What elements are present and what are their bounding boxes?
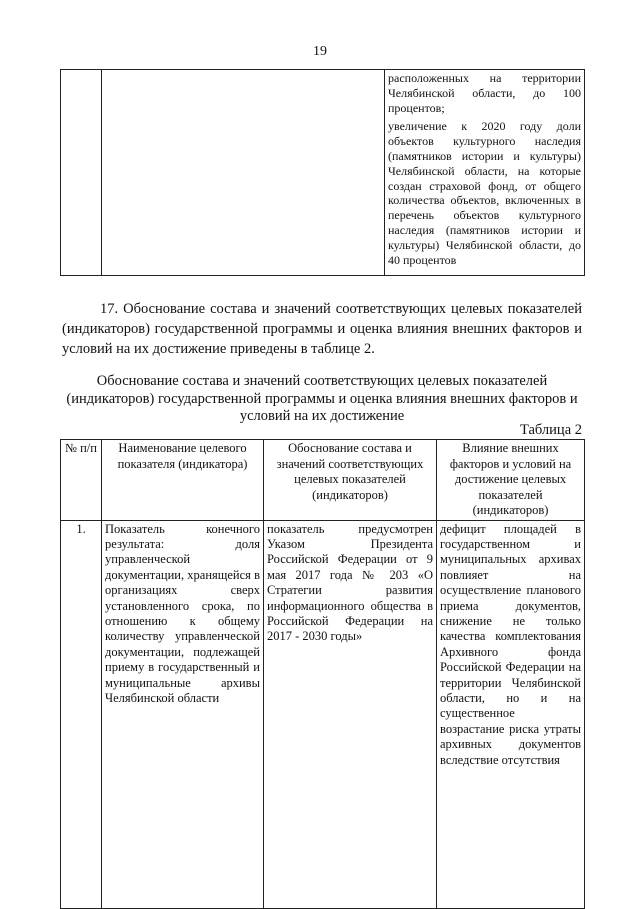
indicators-table [60, 439, 585, 909]
continued-table-empty-cell [61, 70, 102, 276]
header-number: № п/п [61, 440, 102, 521]
row-indicator-name: Показатель конечного результата: доля управленческой документации, хранящейся в организациях сверх установленного срока, по отношению к общему количеству управленческой документации, подлежащей приему в государственный и муниципальные архивы Челябинской области [102, 520, 264, 908]
continued-table-empty-cell [102, 70, 385, 276]
row-number: 1. [61, 520, 102, 908]
table-title: Обоснование состава и значений соответствующих целевых показателей (индикаторов) государственной программы и оценка влияния внешних факторов и условий на их достижение [66, 373, 578, 424]
header-external-influence: Влияние внешних факторов и условий на достижение целевых показателей (индикаторов) [437, 440, 585, 521]
header-justification: Обоснование состава и значений соответствующих целевых показателей (индикаторов) [264, 440, 437, 521]
table-label: Таблица 2 [519, 422, 582, 438]
continued-table-item: увеличение к 2020 году доли объектов культурного наследия (памятников истории и культуры) Челябинской области, на которые создан страховой фонд, от общего количества объектов, включенных в перечень объектов культурного наследия (памятников истории и культуры) Челябинской области, до 40 процентов [388, 119, 581, 267]
table-header-row [61, 440, 585, 521]
continued-table-text-cell [385, 70, 585, 276]
header-indicator-name: Наименование целевого показателя (индикатора) [102, 440, 264, 521]
paragraph-17: 17. Обоснование состава и значений соответствующих целевых показателей (индикаторов) государственной программы и оценка влияния внешних факторов и условий на их достижение приведены в таблице 2. [62, 301, 582, 357]
continued-table-item: расположенных на территории Челябинской области, до 100 процентов; [388, 71, 581, 115]
page-number: 19 [313, 44, 327, 59]
continued-table [60, 69, 585, 276]
row-external-influence: дефицит площадей в государственном и муниципальных архивах повлияет на осуществление планового приема документов, снижение не только качества комплектования Архивного фонда Российской Федерации на территории Челябинской области, но и на существенное возрастание риска утраты архивных документов вследствие отсутствия [437, 520, 585, 908]
row-justification: показатель предусмотрен Указом Президента Российской Федерации от 9 мая 2017 года № 203 «О Стратегии развития информационного общества в Российской Федерации на 2017 - 2030 годы» [264, 520, 437, 908]
table-row [61, 520, 585, 908]
